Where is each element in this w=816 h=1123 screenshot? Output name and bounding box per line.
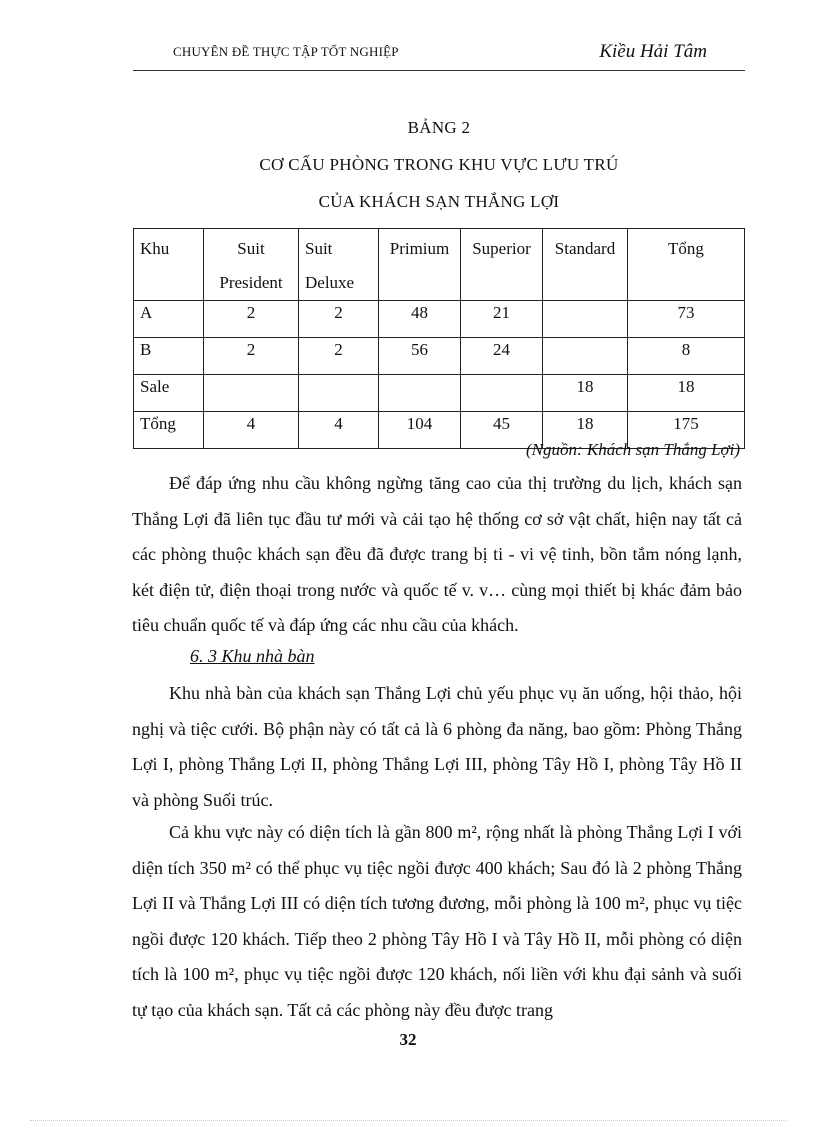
header-cell-superior: Superior	[461, 229, 543, 301]
header-cell-standard: Standard	[543, 229, 628, 301]
paragraph-text: Cả khu vực này có diện tích là gần 800 m², rộng nhất là phòng Thắng Lợi I với diện tích 350 m² có thể phục vụ tiệc ngồi được 400 khách; Sau đó là 2 phòng Thắng Lợi II và Thắng Lợi III có diện tích tương đương, mỗi phòng là 100 m², phục vụ tiệc ngồi được 120 khách. Tiếp theo 2 phòng Tây Hồ I và Tây Hồ II, mỗi phòng có diện tích là 100 m², phục vụ tiệc ngồi được 120 khách, nối liền với khu đại sảnh và suối tự tạo của khách sạn. Tất cả các phòng này đều được trang	[132, 822, 742, 1020]
paragraph-text: Để đáp ứng nhu cầu không ngừng tăng cao của thị trường du lịch, khách sạn Thắng Lợi đã liên tục đầu tư mới và cải tạo hệ thống cơ sở vật chất, hiện nay tất cả các phòng thuộc khách sạn đều đã được trang bị ti - vi vệ tinh, bồn tắm nóng lạnh, két điện tử, điện thoại trong nước và quốc tế v. v… cùng mọi thiết bị khác đảm bảo tiêu chuẩn quốc tế và đáp ứng các nhu cầu của khách.	[132, 473, 742, 635]
table-cell: 18	[543, 375, 628, 412]
table-cell: Sale	[134, 375, 204, 412]
room-structure-table	[133, 228, 745, 449]
page-bottom-divider	[30, 1120, 786, 1121]
header-cell-primium: Primium	[379, 229, 461, 301]
table-cell: Tổng	[134, 412, 204, 449]
header-cell-suit-president: Suit President	[204, 229, 299, 301]
table-cell	[379, 375, 461, 412]
table-cell: 56	[379, 338, 461, 375]
table-cell	[299, 375, 379, 412]
table-title-line2: CỦA KHÁCH SẠN THẮNG LỢI	[318, 192, 560, 211]
table-cell: 2	[204, 338, 299, 375]
table-cell: 2	[204, 301, 299, 338]
table-cell: 21	[461, 301, 543, 338]
table-cell	[461, 375, 543, 412]
table-row	[134, 301, 745, 338]
table-cell: 104	[379, 412, 461, 449]
table-cell: 73	[628, 301, 745, 338]
table-row	[134, 338, 745, 375]
table-cell: 4	[204, 412, 299, 449]
table-cell: 2	[299, 338, 379, 375]
table-cell: B	[134, 338, 204, 375]
table-cell: 48	[379, 301, 461, 338]
table-cell	[543, 338, 628, 375]
table-row	[134, 375, 745, 412]
paragraph-area-capacity	[132, 815, 742, 1028]
paragraph-investment	[132, 466, 742, 644]
table-cell: 45	[461, 412, 543, 449]
header-cell-khu: Khu	[134, 229, 204, 301]
section-subheading: 6. 3 Khu nhà bàn	[190, 646, 315, 666]
header-title: CHUYÊN ĐỀ THỰC TẬP TỐT NGHIỆP	[173, 44, 399, 59]
table-source-note: (Nguồn: Khách sạn Thắng Lợi)	[525, 440, 740, 459]
table-cell: 2	[299, 301, 379, 338]
page-header	[133, 38, 745, 71]
table-cell: 24	[461, 338, 543, 375]
header-cell-suit-deluxe: Suit Deluxe	[299, 229, 379, 301]
header-author: Kiều Hải Tâm	[599, 41, 707, 62]
paragraph-text: Khu nhà bàn của khách sạn Thắng Lợi chủ yếu phục vụ ăn uống, hội thảo, hội nghị và tiệc cưới. Bộ phận này có tất cả là 6 phòng đa năng, bao gồm: Phòng Thắng Lợi I, phòng Thắng Lợi II, phòng Thắng Lợi III, phòng Tây Hồ I, phòng Tây Hồ II và phòng Suối trúc.	[132, 683, 742, 810]
table-cell: A	[134, 301, 204, 338]
table-cell: 18	[628, 375, 745, 412]
table-cell	[543, 301, 628, 338]
table-cell: 4	[299, 412, 379, 449]
page-number: 32	[399, 1030, 417, 1049]
paragraph-dining-area	[132, 676, 742, 818]
header-cell-tong: Tổng	[628, 229, 745, 301]
table-number: BẢNG 2	[407, 118, 471, 137]
table-title-line1: CƠ CẤU PHÒNG TRONG KHU VỰC LƯU TRÚ	[259, 155, 619, 174]
table-cell: 8	[628, 338, 745, 375]
table-cell	[204, 375, 299, 412]
table-cell: 175	[628, 412, 745, 449]
table-header-row	[134, 229, 745, 301]
table-cell: 18	[543, 412, 628, 449]
